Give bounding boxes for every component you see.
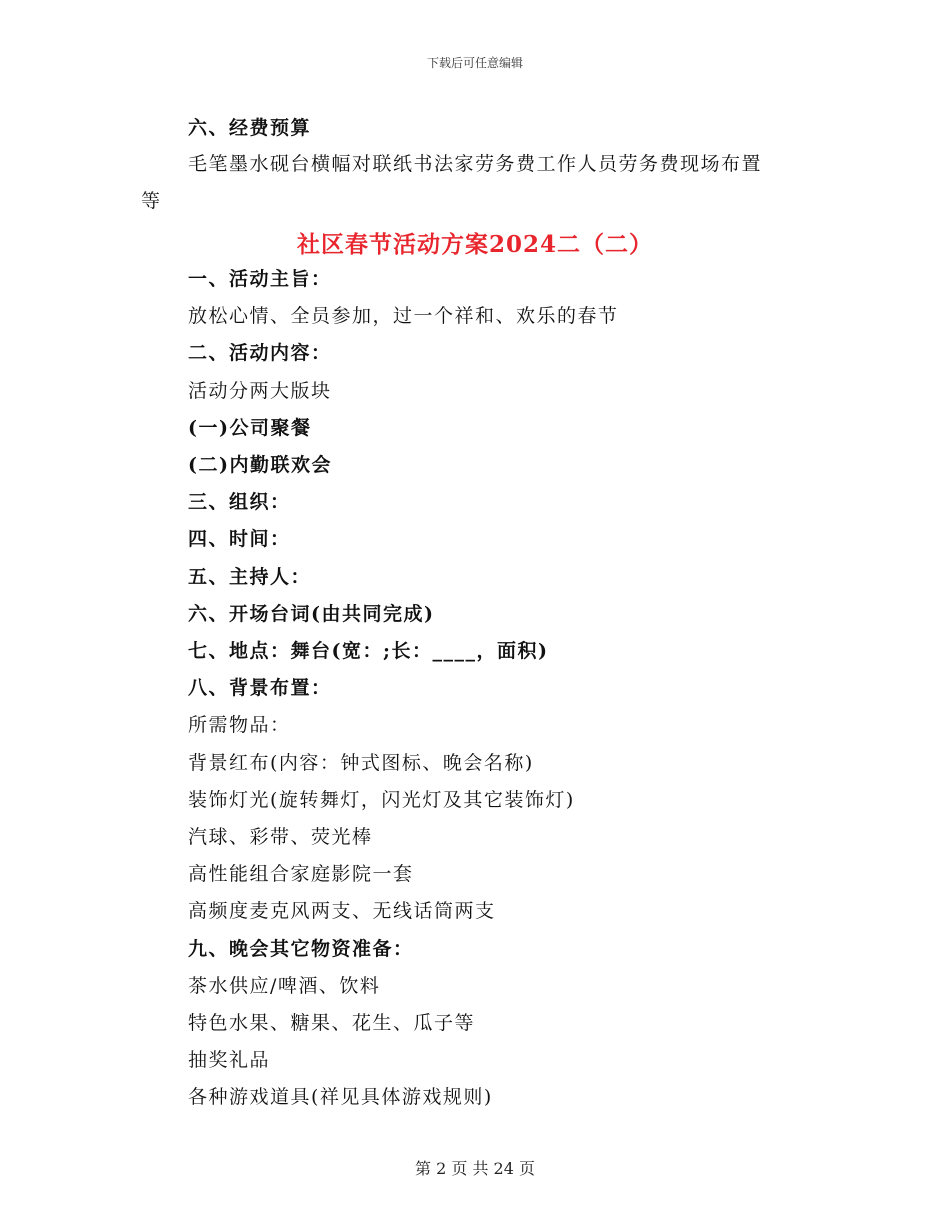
section-heading: 五、主持人： xyxy=(188,566,312,588)
list-item: 放松心情、全员参加，过一个祥和、欢乐的春节 xyxy=(188,305,619,327)
section-heading: 一、活动主旨： xyxy=(188,268,332,290)
section-heading: 八、背景布置： xyxy=(188,677,332,699)
list-item: 高频度麦克风两支、无线话筒两支 xyxy=(188,900,496,922)
list-item: 茶水供应/啤酒、饮料 xyxy=(188,975,381,997)
section-heading: (二)内勤联欢会 xyxy=(188,454,332,476)
section-heading: (一)公司聚餐 xyxy=(188,417,312,439)
list-item: 活动分两大版块 xyxy=(188,380,332,402)
page-header-note: 下载后可任意编辑 xyxy=(426,56,523,70)
list-item: 特色水果、糖果、花生、瓜子等 xyxy=(188,1012,476,1034)
list-item: 抽奖礼品 xyxy=(188,1049,271,1071)
document-title: 社区春节活动方案2024二（二） xyxy=(296,231,653,258)
list-item: 汽球、彩带、荧光棒 xyxy=(188,826,373,848)
page-footer: 第 2 页 共 24 页 xyxy=(415,1159,535,1178)
prev-section-body: 毛笔墨水砚台横幅对联纸书法家劳务费工作人员劳务费现场布置 xyxy=(188,153,763,175)
section-heading: 二、活动内容： xyxy=(188,342,332,364)
list-item: 高性能组合家庭影院一套 xyxy=(188,863,414,885)
section-heading: 九、晚会其它物资准备： xyxy=(188,938,414,960)
section-heading: 四、时间： xyxy=(188,528,291,550)
section-heading: 六、开场台词(由共同完成) xyxy=(188,603,435,625)
prev-section-heading: 六、经费预算 xyxy=(188,117,312,139)
section-heading: 七、地点：舞台(宽：;长：____，面积) xyxy=(188,640,549,662)
list-item: 所需物品： xyxy=(188,714,291,736)
list-item: 背景红布(内容：钟式图标、晚会名称) xyxy=(188,752,534,774)
list-item: 各种游戏道具(祥见具体游戏规则) xyxy=(188,1086,493,1108)
prev-section-body-tail: 等 xyxy=(141,190,162,212)
list-item: 装饰灯光(旋转舞灯，闪光灯及其它装饰灯) xyxy=(188,789,575,811)
section-heading: 三、组织： xyxy=(188,491,291,513)
